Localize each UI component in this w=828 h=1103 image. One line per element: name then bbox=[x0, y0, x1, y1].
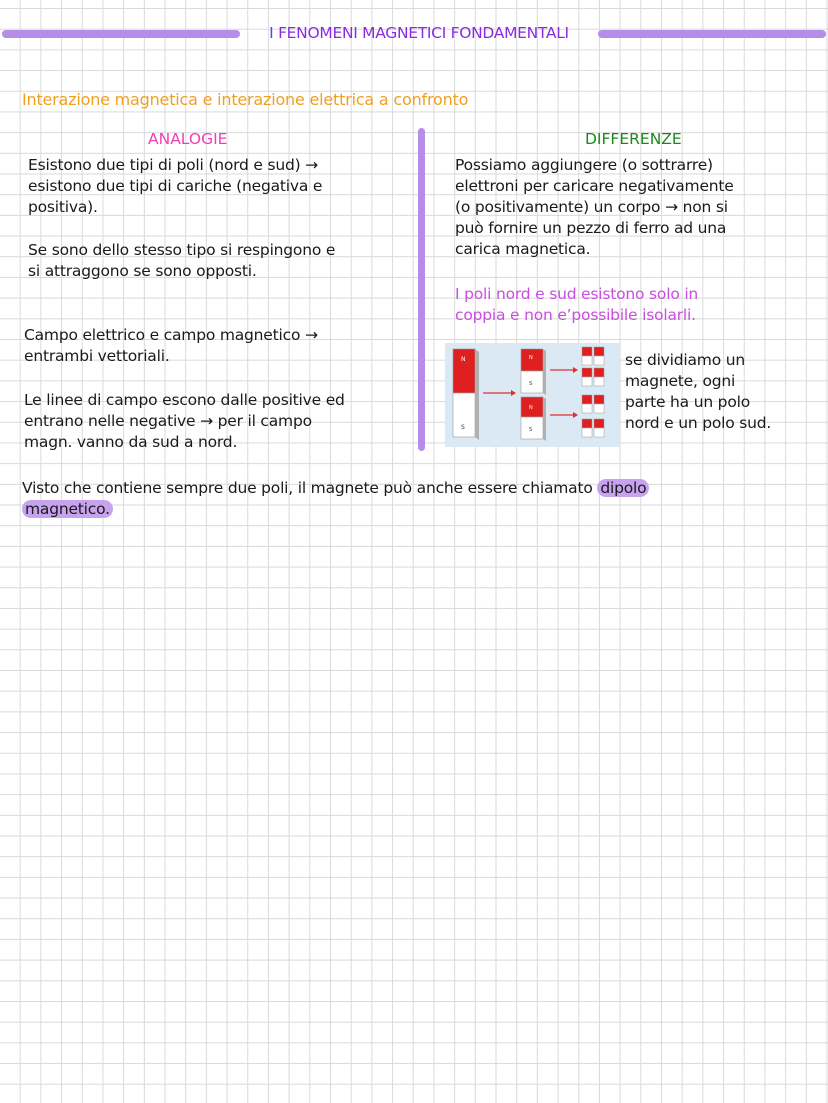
column-divider bbox=[418, 128, 425, 451]
magnet-north-label: N bbox=[461, 356, 466, 363]
half-magnet-top bbox=[521, 349, 546, 395]
svg-text:S: S bbox=[529, 381, 533, 387]
half-magnet-bottom bbox=[521, 397, 546, 441]
magnet-division-figure bbox=[445, 343, 620, 447]
analogie-paragraph-attrazione: Se sono dello stesso tipo si respingono e si attraggono se sono opposti. bbox=[28, 241, 336, 280]
differenze-heading: DIFFERENZE bbox=[585, 130, 682, 148]
svg-text:N: N bbox=[529, 405, 533, 411]
analogie-paragraph-linee: Le linee di campo escono dalle positive ed entrano nelle negative → per il campo magn. vanno da sud a nord. bbox=[24, 391, 345, 451]
conclusion-paragraph: Visto che contiene sempre due poli, il magnete può anche essere chiamato dipolo magnetico. bbox=[22, 478, 649, 520]
svg-text:S: S bbox=[529, 427, 533, 433]
title-decoration-left bbox=[2, 30, 240, 38]
section-subtitle: Interazione magnetica e interazione elettrica a confronto bbox=[22, 90, 469, 109]
differenze-paragraph-cariche: Possiamo aggiungere (o sottrarre) elettroni per caricare negativamente (o positivamente) un corpo → non si può fornire un pezzo di ferro ad una carica magnetica. bbox=[455, 156, 734, 258]
whole-magnet bbox=[453, 349, 479, 440]
analogie-paragraph-campo: Campo elettrico e campo magnetico → entrambi vettoriali. bbox=[24, 326, 318, 365]
page-title: I FENOMENI MAGNETICI FONDAMENTALI bbox=[269, 24, 569, 42]
magnet-south-label: S bbox=[461, 424, 465, 431]
analogie-paragraph-poli: Esistono due tipi di poli (nord e sud) → esistono due tipi di cariche (negativa e positiva). bbox=[28, 156, 323, 216]
differenze-paragraph-poli: I poli nord e sud esistono solo in coppia e non e’possibile isolarli. bbox=[455, 285, 699, 324]
analogie-heading: ANALOGIE bbox=[148, 130, 228, 148]
highlight-dipolo: dipolo bbox=[597, 479, 649, 497]
differenze-paragraph-dipolo: se dividiamo un magnete, ogni parte ha un polo nord e un polo sud. bbox=[625, 351, 772, 432]
highlight-magnetico: magnetico. bbox=[22, 500, 113, 518]
title-decoration-right bbox=[598, 30, 826, 38]
svg-text:N: N bbox=[529, 355, 533, 361]
